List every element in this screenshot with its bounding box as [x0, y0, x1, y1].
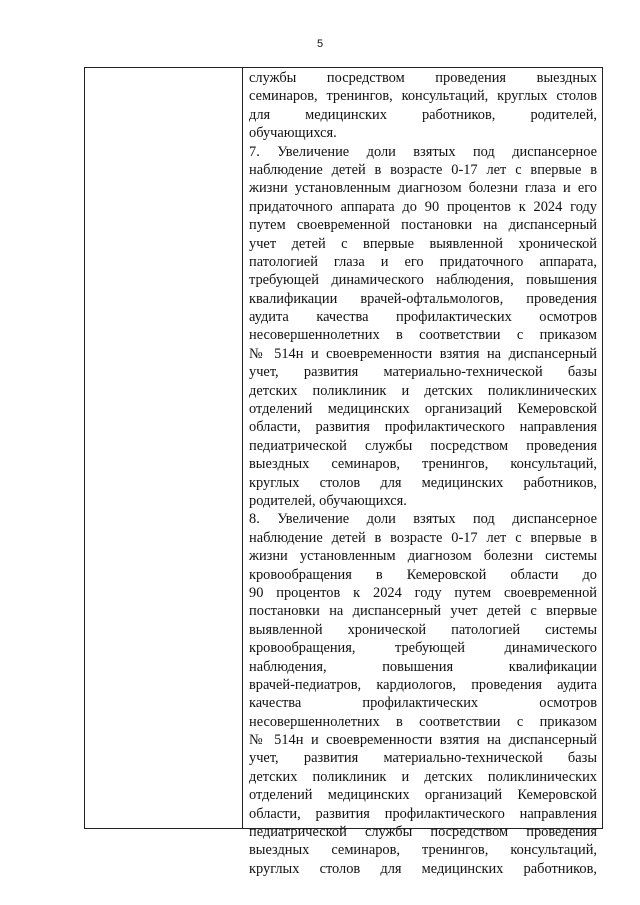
text-line: учет, развития материально-технической базы	[249, 364, 597, 381]
text-line: кровообращения в Кемеровской области до	[249, 566, 597, 583]
text-line: требующей динамического наблюдения, повышения	[249, 272, 597, 289]
text-line: выездных семинаров, тренингов, консультаций,	[249, 842, 597, 859]
text-line: круглых столов для медицинских работников,	[249, 860, 597, 877]
text-line: области, развития профилактического направления	[249, 805, 597, 822]
text-line: учет детей с впервые выявленной хронической	[249, 235, 597, 252]
text-line: детских поликлиник и детских поликлинических	[249, 382, 597, 399]
text-line: придаточного аппарата до 90 процентов к 2024 году	[249, 198, 597, 215]
text-line: врачей-педиатров, кардиологов, проведения аудита	[249, 676, 597, 693]
text-line: для медицинских работников, родителей,	[249, 106, 597, 123]
text-line: выявленной хронической патологией системы	[249, 621, 597, 638]
text-line: обучающихся.	[249, 125, 337, 142]
text-line: педиатрической службы посредством проведения	[249, 437, 597, 454]
text-line: квалификации врачей-офтальмологов, проведения	[249, 290, 597, 307]
text-line: несовершеннолетних в соответствии с приказом	[249, 327, 597, 344]
text-line: службы посредством проведения выездных	[249, 70, 597, 86]
table-cell-left	[85, 68, 243, 828]
document-table	[84, 67, 603, 877]
text-line: патологией глаза и его придаточного аппарата,	[249, 253, 597, 270]
text-line: отделений медицинских организаций Кемеровской	[249, 401, 597, 418]
text-line: области, развития профилактического направления	[249, 419, 597, 436]
text-line: педиатрической службы посредством проведения	[249, 824, 597, 841]
text-line: путем своевременной постановки на диспансерный	[249, 217, 597, 234]
text-line: качества профилактических осмотров	[249, 695, 597, 712]
text-line: № 514н и своевременности взятия на диспансерный	[249, 732, 597, 749]
text-line: несовершеннолетних в соответствии с приказом	[249, 713, 597, 730]
text-line: наблюдения, повышения квалификации	[249, 658, 597, 675]
text-line: детских поликлиник и детских поликлинических	[249, 768, 597, 785]
text-line: аудита качества профилактических осмотров	[249, 309, 597, 326]
page-number: 5	[316, 38, 324, 50]
text-line: учет, развития материально-технической базы	[249, 750, 597, 767]
text-line: отделений медицинских организаций Кемеровской	[249, 787, 597, 804]
text-line: жизни установленным диагнозом болезни глаза и его	[249, 180, 597, 197]
text-line: 90 процентов к 2024 году путем своевременной	[249, 584, 597, 601]
text-line: родителей, обучающихся.	[249, 492, 407, 509]
text-line: кровообращения, требующей динамического	[249, 640, 597, 657]
text-line: наблюдение детей в возрасте 0-17 лет с впервые в	[249, 161, 597, 178]
text-line: 7. Увеличение доли взятых под диспансерное	[249, 143, 597, 160]
text-line: круглых столов для медицинских работников,	[249, 474, 597, 491]
text-line: № 514н и своевременности взятия на диспансерный	[249, 345, 597, 362]
text-line: наблюдение детей в возрасте 0-17 лет с впервые в	[249, 529, 597, 546]
text-line: семинаров, тренингов, консультаций, круглых столов	[249, 88, 597, 105]
table-cell-right	[243, 68, 602, 877]
text-line: выездных семинаров, тренингов, консультаций,	[249, 456, 597, 473]
text-line: постановки на диспансерный учет детей с впервые	[249, 603, 597, 620]
text-line: 8. Увеличение доли взятых под диспансерное	[249, 511, 597, 528]
text-line: жизни установленным диагнозом болезни системы	[249, 548, 597, 565]
